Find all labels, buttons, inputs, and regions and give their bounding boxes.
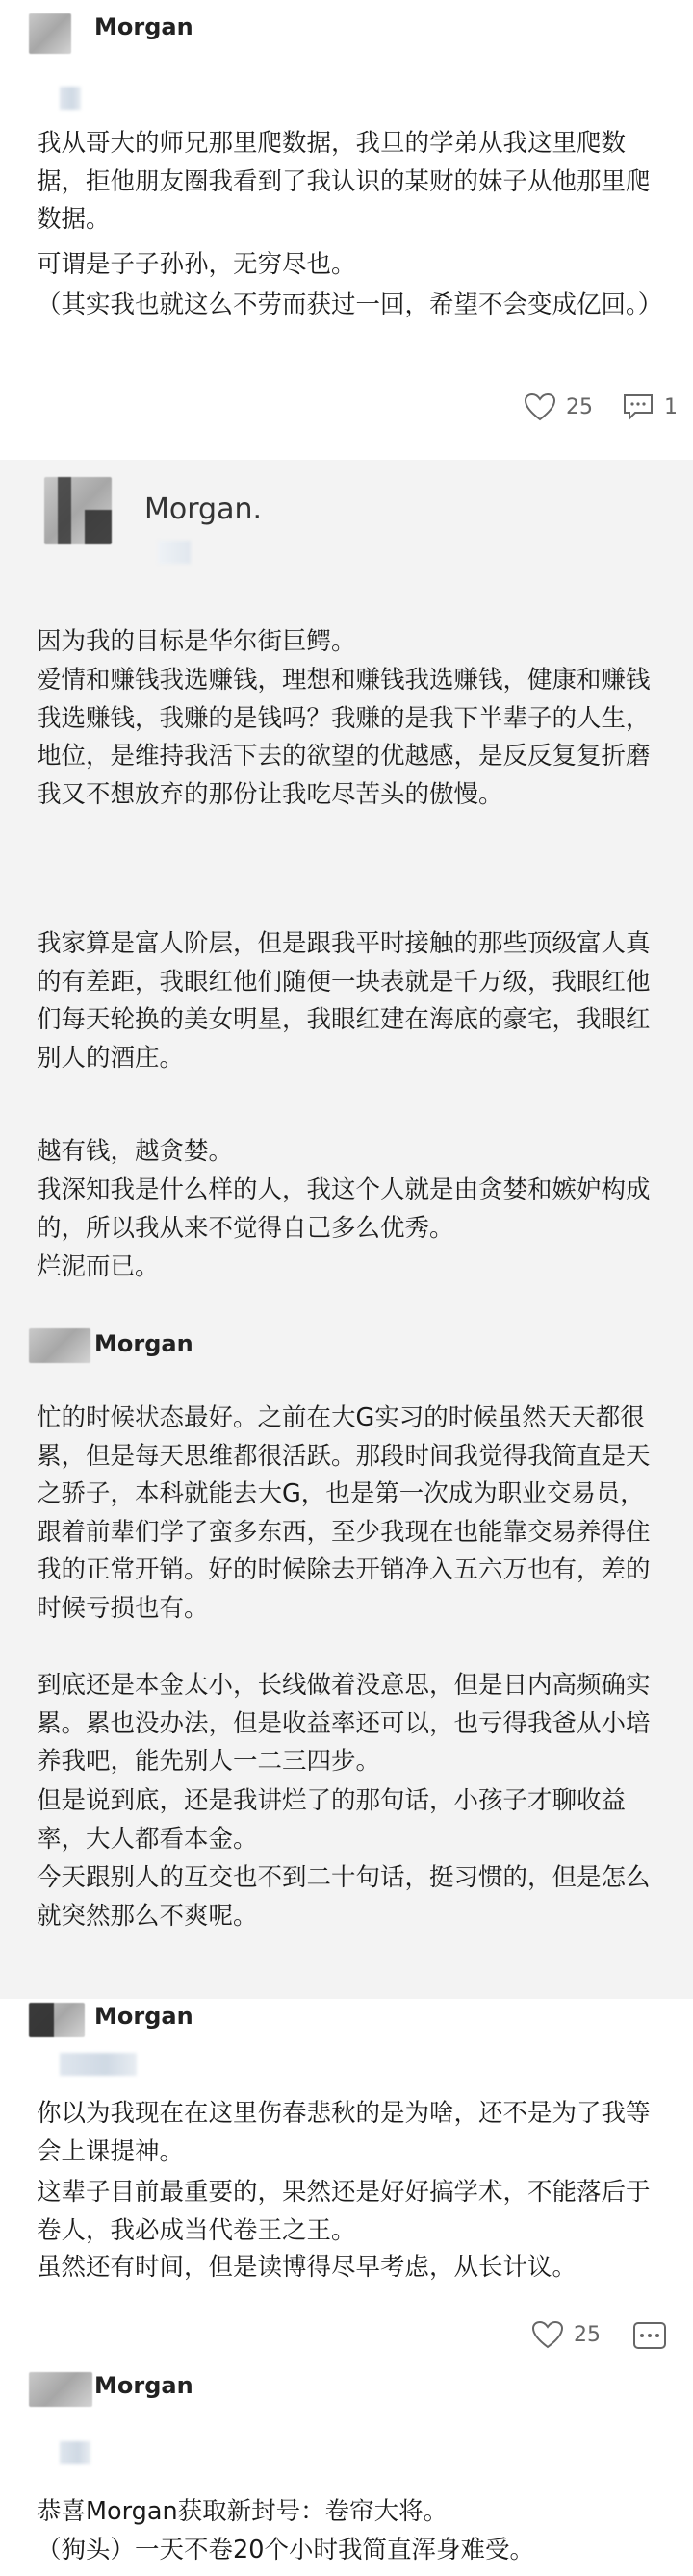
more-icon[interactable]: [633, 2322, 666, 2349]
post-meta-blurred: [158, 541, 191, 564]
comment-count: 1: [664, 394, 678, 419]
like-count: 25: [574, 2322, 601, 2347]
heart-icon: [531, 2320, 564, 2349]
author-name[interactable]: Morgan.: [144, 492, 263, 526]
post-paragraph: （其实我也就这么不劳而获过一回，希望不会变成亿回。）: [37, 290, 663, 319]
post-paragraph: 越有钱，越贪婪。: [37, 1137, 234, 1166]
like-button[interactable]: [524, 392, 593, 421]
comment-button[interactable]: [622, 392, 678, 421]
post-card: [0, 2364, 693, 2576]
post-paragraph: 因为我的目标是华尔街巨鳄。: [37, 627, 356, 656]
avatar[interactable]: [44, 477, 112, 544]
comment-icon: [622, 392, 654, 421]
post-paragraph: 恭喜Morgan获取新封号：卷帘大将。: [37, 2497, 449, 2526]
post-paragraph: （狗头）一天不卷20个小时我简直浑身难受。: [37, 2536, 534, 2564]
post-paragraph: 烂泥而已。: [37, 1252, 160, 1281]
post-card: [0, 1999, 693, 2364]
post-paragraph: 到底还是本金太小，长线做着没意思，但是日内高频确实累。累也没办法，但是收益率还可以，也亏得我爸从小培养我吧，能先别人一二三四步。: [37, 1671, 651, 1776]
like-count: 25: [566, 394, 593, 419]
post-paragraph: 你以为我现在在这里伤春悲秋的是为啥，还不是为了我等会上课提神。: [37, 2099, 651, 2166]
post-card: [0, 460, 693, 1321]
avatar[interactable]: [29, 2372, 92, 2407]
avatar[interactable]: [29, 2003, 85, 2037]
post-paragraph: 我从哥大的师兄那里爬数据，我旦的学弟从我这里爬数据，拒他朋友圈我看到了我认识的某财的妹子从他那里爬数据。: [37, 129, 651, 234]
author-name[interactable]: Morgan: [94, 2003, 193, 2030]
post-paragraph: 可谓是子子孙孙，无穷尽也。: [37, 250, 356, 279]
like-button[interactable]: [531, 2320, 601, 2349]
author-name[interactable]: Morgan: [94, 2372, 193, 2399]
post-paragraph: 但是说到底，还是我讲烂了的那句话，小孩子才聊收益率，大人都看本金。: [37, 1786, 627, 1854]
post-meta-blurred: [60, 2053, 137, 2076]
author-name[interactable]: Morgan: [94, 1330, 193, 1357]
avatar[interactable]: [29, 13, 71, 54]
post-paragraph: 爱情和赚钱我选赚钱，理想和赚钱我选赚钱，健康和赚钱我选赚钱，我赚的是钱吗？我赚的是我下半辈子的人生，地位，是维持我活下去的欲望的优越感，是反反复复折磨我又不想放弃的那份让我吃尽苦头的傲慢。: [37, 666, 651, 809]
post-paragraph: 我家算是富人阶层，但是跟我平时接触的那些顶级富人真的有差距，我眼红他们随便一块表就是千万级，我眼红他们每天轮换的美女明星，我眼红建在海底的豪宅，我眼红别人的酒庄。: [37, 929, 651, 1073]
post-meta-blurred: [60, 2441, 90, 2464]
post-card: [0, 0, 693, 452]
author-name[interactable]: Morgan: [94, 13, 193, 40]
avatar[interactable]: [29, 1328, 90, 1363]
post-paragraph: 我深知我是什么样的人，我这个人就是由贪婪和嫉妒构成的，所以我从来不觉得自己多么优秀。: [37, 1175, 651, 1243]
post-paragraph: 虽然还有时间，但是读博得尽早考虑，从长计议。: [37, 2253, 578, 2282]
post-meta-blurred: [60, 87, 81, 110]
heart-icon: [524, 392, 556, 421]
post-card: [0, 1321, 693, 1999]
post-paragraph: 今天跟别人的互交也不到二十句话，挺习惯的，但是怎么就突然那么不爽呢。: [37, 1863, 651, 1931]
post-paragraph: 这辈子目前最重要的，果然还是好好搞学术，不能落后于卷人，我必成当代卷王之王。: [37, 2178, 651, 2245]
post-paragraph: 忙的时候状态最好。之前在大G实习的时候虽然天天都很累，但是每天思维都很活跃。那段时间我觉得我简直是天之骄子，本科就能去大G，也是第一次成为职业交易员，跟着前辈们学了蛮多东西，至少我现在也能靠交易养得住我的正常开销。好的时候除去开销净入五六万也有，差的时候亏损也有。: [37, 1403, 651, 1623]
